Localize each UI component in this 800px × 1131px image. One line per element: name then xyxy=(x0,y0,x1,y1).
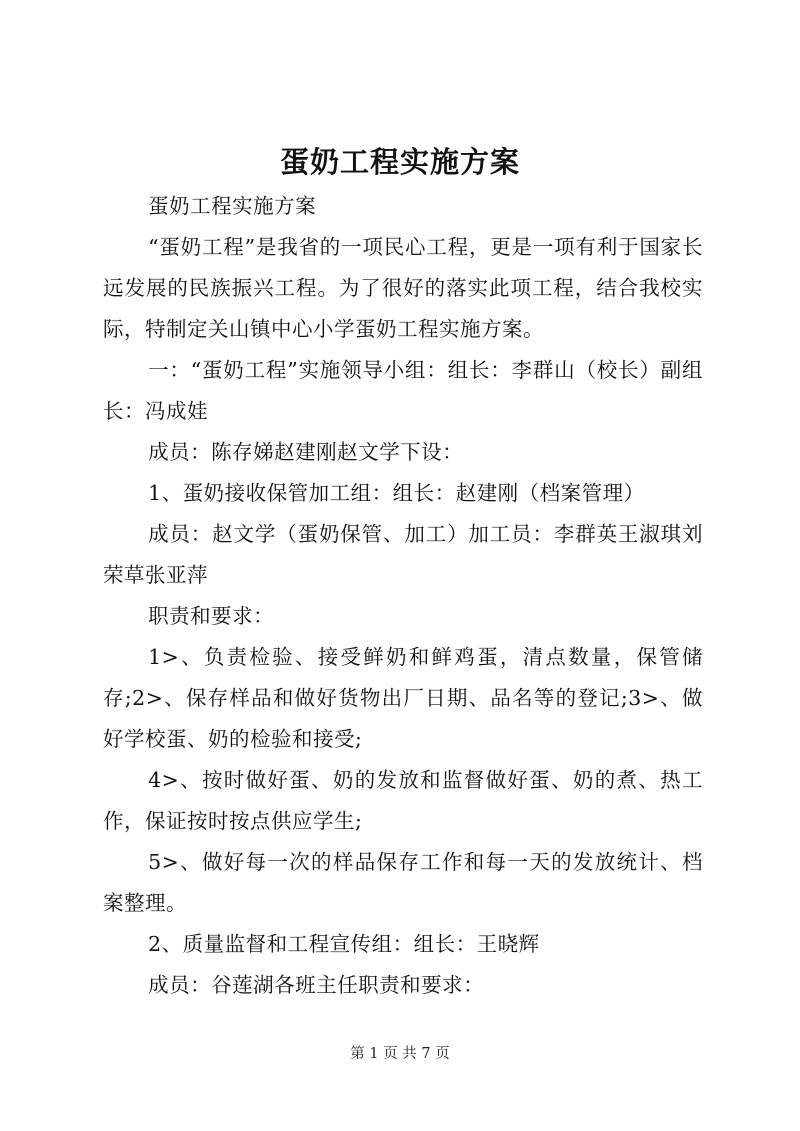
paragraph-duties-5: 5>、做好每一次的样品保存工作和每一天的发放统计、档案整理。 xyxy=(103,850,703,915)
paragraph-duties-1-3: 1>、负责检验、接受鲜奶和鲜鸡蛋，清点数量，保管储存;2>、保存样品和做好货物出厂日期、品名等的登记;3>、做好学校蛋、奶的检验和接受; xyxy=(103,645,703,751)
paragraph-leadership-group: 一：“蛋奶工程”实施领导小组：组长：李群山（校长）副组长：冯成娃 xyxy=(103,358,703,423)
document-body xyxy=(103,186,703,1006)
paragraph-intro: “蛋奶工程”是我省的一项民心工程，更是一项有利于国家长远发展的民族振兴工程。为了很好的落实此项工程，结合我校实际，特制定关山镇中心小学蛋奶工程实施方案。 xyxy=(103,235,703,341)
paragraph-duties-4: 4>、按时做好蛋、奶的发放和监督做好蛋、奶的煮、热工作，保证按时按点供应学生; xyxy=(103,768,703,833)
document-title: 蛋奶工程实施方案 xyxy=(279,145,520,179)
paragraph-quality-members: 成员：谷莲湖各班主任职责和要求： xyxy=(148,973,485,997)
paragraph-subtitle: 蛋奶工程实施方案 xyxy=(148,194,317,218)
paragraph-quality-group: 2、质量监督和工程宣传组：组长：王晓辉 xyxy=(148,932,540,956)
paragraph-receiving-members: 成员：赵文学（蛋奶保管、加工）加工员：李群英王淑琪刘荣草张亚萍 xyxy=(103,522,703,587)
paragraph-receiving-group: 1、蛋奶接收保管加工组：组长：赵建刚（档案管理） xyxy=(148,481,645,505)
paragraph-members: 成员：陈存娣赵建刚赵文学下设： xyxy=(148,440,464,464)
paragraph-duties-heading: 职责和要求： xyxy=(148,604,275,628)
page-footer: 第 1 页 共 7 页 xyxy=(350,1046,450,1062)
